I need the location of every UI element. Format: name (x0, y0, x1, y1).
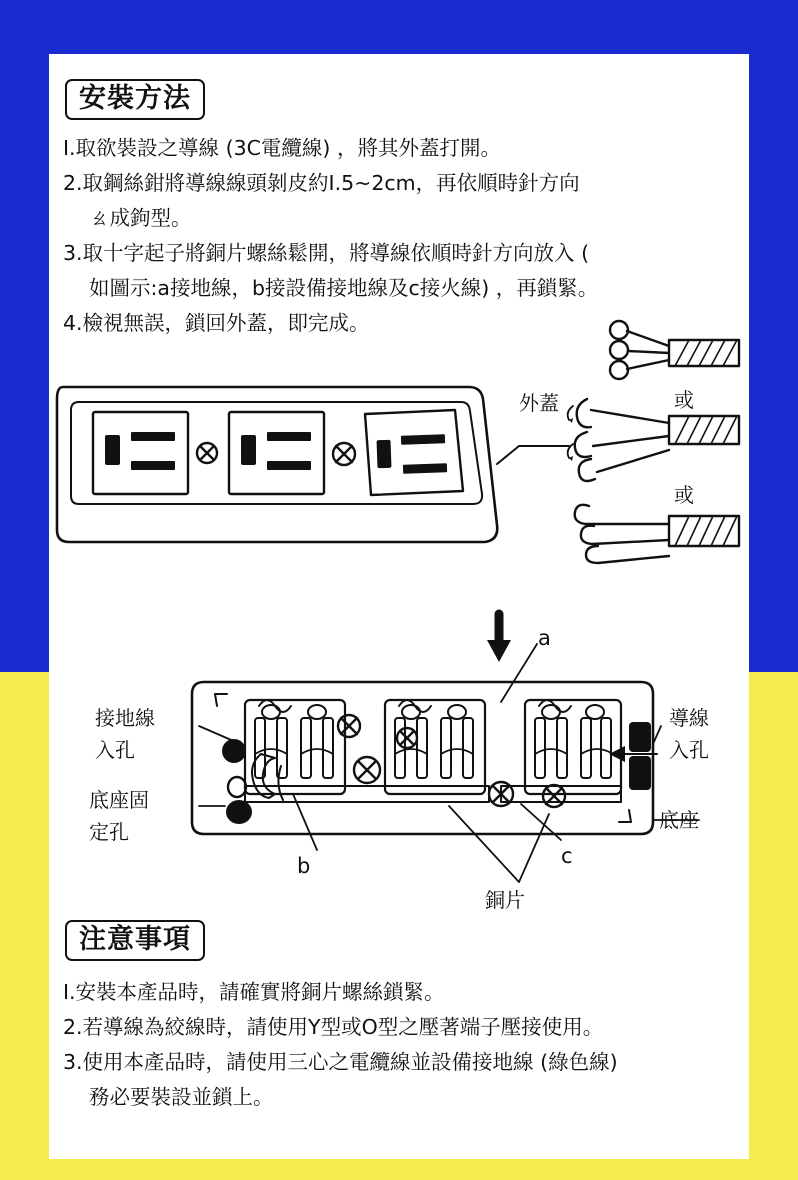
power-strip-cover-illustration (57, 387, 569, 542)
install-step-1: I.取欲裝設之導線 (3C電纜線) ，將其外蓋打開。 (63, 136, 501, 160)
lead-wire-hole-label-2: 入孔 (669, 738, 709, 762)
instruction-card (49, 54, 749, 1159)
or-label-1: 或 (674, 388, 694, 412)
cover-label: 外蓋 (519, 391, 559, 415)
copper-plate-label: 銅片 (485, 888, 525, 912)
install-step-3: 3.取十字起子將銅片螺絲鬆開，將導線依順時針方向放入 ( (63, 241, 590, 265)
wire-ring-terminals-illustration (610, 321, 739, 379)
or-label-2: 或 (674, 483, 694, 507)
notes-section-heading: 注意事項 (65, 920, 205, 961)
install-step-2: 2.取鋼絲鉗將導線線頭剝皮約I.5~2cm，再依順時針方向 (63, 171, 580, 195)
base-fix-hole-label: 底座固 (89, 788, 149, 812)
marker-a-label: a (538, 626, 551, 650)
install-step-3-cont: 如圖示:a接地線，b接設備接地線及c接火線) ，再鎖緊。 (89, 276, 599, 300)
base-label: 底座 (659, 808, 699, 832)
power-strip-internals-illustration (192, 644, 699, 882)
wire-stripped-strands-illustration (575, 505, 739, 563)
marker-b-label: b (297, 854, 311, 878)
card-inner (49, 54, 749, 1159)
wire-hook-terminals-illustration (568, 399, 739, 481)
note-3-cont: 務必要裝設並鎖上。 (89, 1085, 274, 1109)
marker-c-label: c (561, 844, 573, 868)
note-2: 2.若導線為絞線時，請使用Y型或O型之壓著端子壓接使用。 (63, 1015, 604, 1039)
note-1: I.安裝本產品時，請確實將銅片螺絲鎖緊。 (63, 980, 445, 1004)
ground-wire-hole-label-2: 入孔 (95, 738, 135, 762)
down-arrow-icon (487, 614, 511, 662)
install-step-4: 4.檢視無誤，鎖回外蓋，即完成。 (63, 311, 370, 335)
install-step-2-cont: ㄠ成鉤型。 (89, 206, 192, 230)
base-fix-hole-label-2: 定孔 (89, 820, 129, 844)
ground-wire-hole-label: 接地線 (95, 706, 155, 730)
note-3: 3.使用本產品時，請使用三心之電纜線並設備接地線 (綠色線) (63, 1050, 618, 1074)
lead-wire-hole-label: 導線 (669, 706, 709, 730)
install-section-heading: 安裝方法 (65, 79, 205, 120)
